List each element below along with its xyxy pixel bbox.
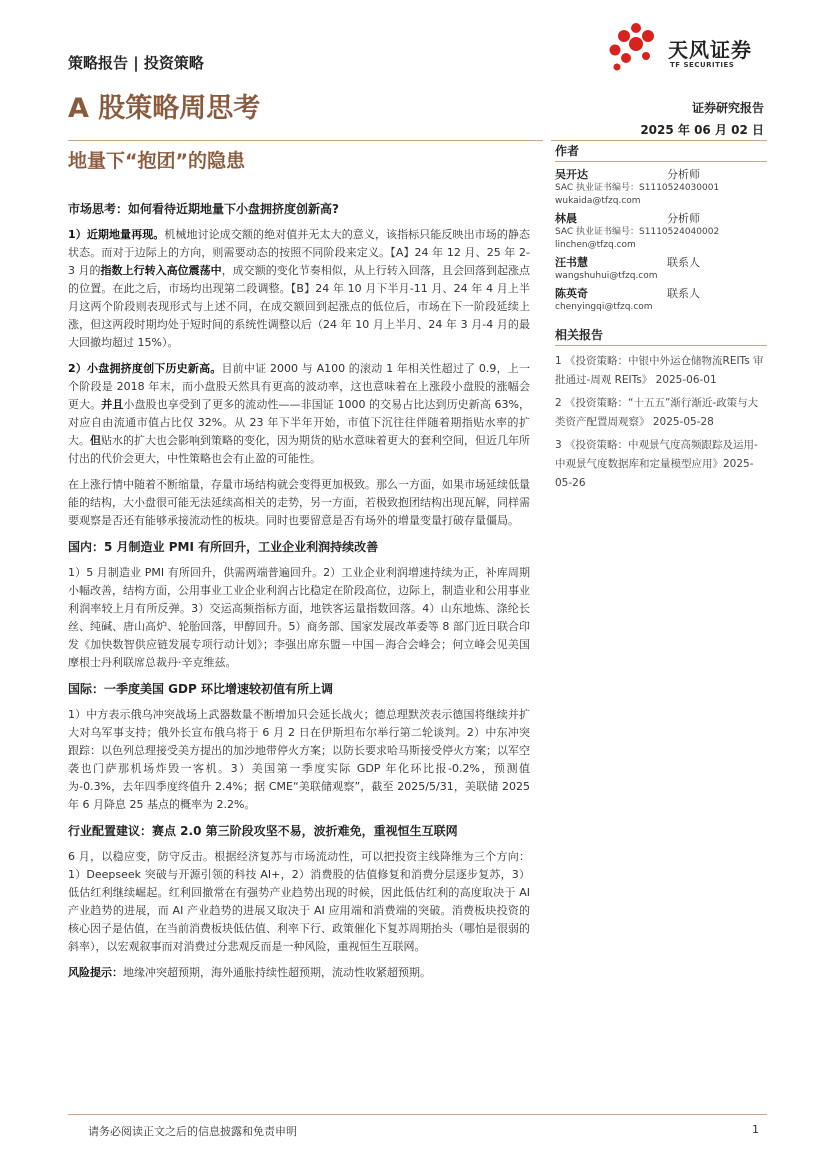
tf-logo-icon — [606, 20, 666, 76]
risk-warning — [68, 964, 530, 982]
report-label: 证券研究报告 — [691, 101, 764, 115]
paragraph: 1）5 月制造业 PMI 有所回升，供需两端普遍回升。2）工业企业利润增速持续为正，补库周期小幅改善，结构方面，公用事业工业企业利润占比稳定在阶段高位，边际上，制造业和公用事业利润率较上月有所反弹。3）交运高频指标方面，地铁客运量指数回落。4）山东地炼、涤纶长丝、纯碱、唐山高炉、轮胎回落，甲醇回升。5）商务部、国家发展改革委等 8 部门近日联合印发《加快数智供应链发展专项行动计划》；李强出席东盟－中国－海合会峰会；何立峰会见美国摩根士丹利联席总裁丹·辛克维兹。 — [68, 566, 530, 669]
footer-disclaimer: 请务必阅读正文之后的信息披露和免责申明 — [88, 1125, 297, 1138]
author-name: 汪书慧 — [555, 256, 588, 269]
risk-label: 风险提示： — [68, 966, 123, 979]
author-cert: SAC 执业证书编号：S1110524040002 — [555, 227, 720, 237]
paragraph — [68, 226, 530, 352]
report-subtitle: 地量下“抱团”的隐患 — [68, 150, 245, 172]
paragraph-emphasis: 并且 — [101, 398, 124, 411]
logo-english-name: TF SECURITIES — [670, 61, 735, 69]
author-email[interactable]: linchen@tfzq.com — [555, 240, 636, 250]
section-title: 市场思考：如何看待近期地量下小盘拥挤度创新高? — [68, 202, 339, 216]
author-name: 林晨 — [555, 212, 577, 225]
paragraph: 在上涨行情中随着不断缩量，存量市场结构就会变得更加极致。那么一方面，如果市场延续低量能的结构，大小盘很可能无法延续高相关的走势，另一方面，若极致抱团结构出现瓦解，同样需要观察是否还有能够承接流动性的板块。同时也要留意是否有场外的增量变量打破存量僵局。 — [68, 478, 530, 527]
author-email[interactable]: chenyingqi@tfzq.com — [555, 302, 653, 312]
author-name: 陈英奇 — [555, 287, 588, 300]
author-entry — [555, 256, 767, 283]
sidebar — [555, 140, 767, 497]
author-cert: SAC 执业证书编号：S1110524030001 — [555, 183, 720, 193]
risk-text: 地缘冲突超预期，海外通胀持续性超预期，流动性收紧超预期。 — [123, 966, 431, 979]
section-industry-allocation — [68, 822, 530, 956]
related-report-item[interactable]: 1 《投资策略：中银中外运仓储物流REITs 审批通过-周观 REITs》 2025-06-01 — [555, 355, 764, 386]
body-content — [68, 200, 530, 990]
paragraph-emphasis: 指数上行转入高位震荡中 — [100, 264, 222, 277]
section-title: 国际：一季度美国 GDP 环比增速较初值有所上调 — [68, 682, 333, 696]
author-role: 联系人 — [667, 287, 700, 300]
paragraph-text: 机械地讨论成交额的绝对值并无太大的意义，该指标只能反映出市场的静态状态。而对于边际上的方向，则需要动态的按照不同阶段来定义。【A】24 年 12 月、25 年 2-3 月的 — [68, 228, 530, 277]
section-market-thinking — [68, 200, 530, 530]
section-international — [68, 680, 530, 814]
author-entry — [555, 287, 767, 314]
section-title: 国内：5 月制造业 PMI 有所回升，工业企业利润持续改善 — [68, 540, 379, 554]
paragraph-text: 目前中证 2000 与 A100 的滚动 1 年相关性超过了 0.9，上一个阶段是 2018 年末，而小盘股天然具有更高的波动率，这也意味着在上涨段小盘股的涨幅会更大。 — [68, 362, 531, 411]
author-role: 联系人 — [667, 256, 700, 269]
paragraph-text: 小盘股也享受到了更多的流动性——非国证 1000 的交易占比达到历史新高 63%，对应自由流通市值占比仅 32%。从 23 年下半年开始，市值下沉往往伴随着期指贴水率的扩大。 — [68, 398, 531, 447]
author-name: 吴开达 — [555, 168, 588, 181]
author-role: 分析师 — [667, 168, 700, 181]
related-report-item[interactable]: 2 《投资策略：“十五五”渐行渐近-政策与大类资产配置周观察》 2025-05-28 — [555, 397, 759, 428]
paragraph: 1）中方表示俄乌冲突战场上武器数量不断增加只会延长战火；德总理默茨表示德国将继续并扩大对乌军事支持；俄外长宣布俄乌将于 6 月 2 日在伊斯坦布尔举行第二轮谈判。2）中东冲突跟踪：以色列总理接受美方提出的加沙地带停火方案；以防长要求哈马斯接受停火方案；以军空袭也门萨那机场炸毁一客机。3）美国第一季度实际 GDP 年化环比报-0.2%，预测值为-0.3%，去年四季度终值升 2.4%；据 CME“美联储观察”，截至 2025/5/31，美联储 2025 年 6 月降息 25 基点的概率为 2.2%。 — [68, 708, 530, 811]
related-heading: 相关报告 — [555, 324, 767, 346]
related-report-item[interactable]: 3 《投资策略：中观景气度高频跟踪及运用-中观景气度数据库和定量模型应用》2025-05-26 — [555, 439, 758, 489]
author-email[interactable]: wangshuhui@tfzq.com — [555, 271, 658, 281]
related-reports — [555, 324, 767, 493]
authors-heading: 作者 — [555, 140, 767, 162]
paragraph-lead: 1）近期地量再现。 — [68, 228, 165, 241]
page-number: 1 — [752, 1123, 759, 1136]
author-entry — [555, 212, 767, 252]
author-role: 分析师 — [667, 212, 700, 225]
footer-divider — [68, 1114, 767, 1115]
report-main-title: A 股策略周思考 — [68, 93, 261, 124]
paragraph-text: 贴水的扩大也会影响到策略的变化，因为期货的贴水意味着更大的套利空间，但近几年所付出的代价会更大，中性策略也会有止盈的可能性。 — [68, 434, 530, 465]
section-domestic — [68, 538, 530, 672]
author-email[interactable]: wukaida@tfzq.com — [555, 196, 641, 206]
paragraph: 6 月，以稳应变，防守反击。根据经济复苏与市场流动性，可以把投资主线降维为三个方向：1）Deepseek 突破与开源引领的科技 AI+，2）消费股的估值修复和消费分层逐步复苏，3）低估红利继续崛起。红利回撤常在有强势产业趋势出现的时候，因此低估红利的高度取决于 AI 产业趋势的进展，而 AI 产业趋势的进展又取决于 AI 应用端和消费端的突破。消费板块投资的核心因子是估值，在当前消费板块低估值、利率下行、政策催化下复苏周期抬头（哪怕是很弱的斜率），以宏观叙事而对消费过分悲观反而是一种风险，重视恒生互联网。 — [68, 850, 530, 953]
report-type: 策略报告 | 投资策略 — [68, 54, 204, 72]
paragraph — [68, 360, 530, 468]
paragraph-lead: 2）小盘拥挤度创下历史新高。 — [68, 362, 222, 375]
paragraph-emphasis: 但 — [90, 434, 101, 447]
paragraph-text: ，成交额的变化节奏相似，从上行转入回落，且会回落到起涨点的位置。在此之后，市场均出现第二段调整。【B】24 年 10 月下半月-11 月、24 年 4 月上半月这两个阶段则表现形式与上述不同，在成交额回到起涨点的低位后，市场在下一阶段延续上涨，但这两段时期均处于短时间的系统性调整以后（24 年 10 月上半月、24 年 3 月-4 月的最大回撤均超过 15%）。 — [68, 264, 531, 349]
section-title: 行业配置建议：赛点 2.0 第三阶段攻坚不易，波折难免，重视恒生互联网 — [68, 824, 458, 838]
logo-name: 天风证券 — [668, 38, 752, 62]
author-entry — [555, 168, 767, 208]
report-date: 2025 年 06 月 02 日 — [640, 123, 764, 137]
header-divider — [68, 140, 543, 141]
